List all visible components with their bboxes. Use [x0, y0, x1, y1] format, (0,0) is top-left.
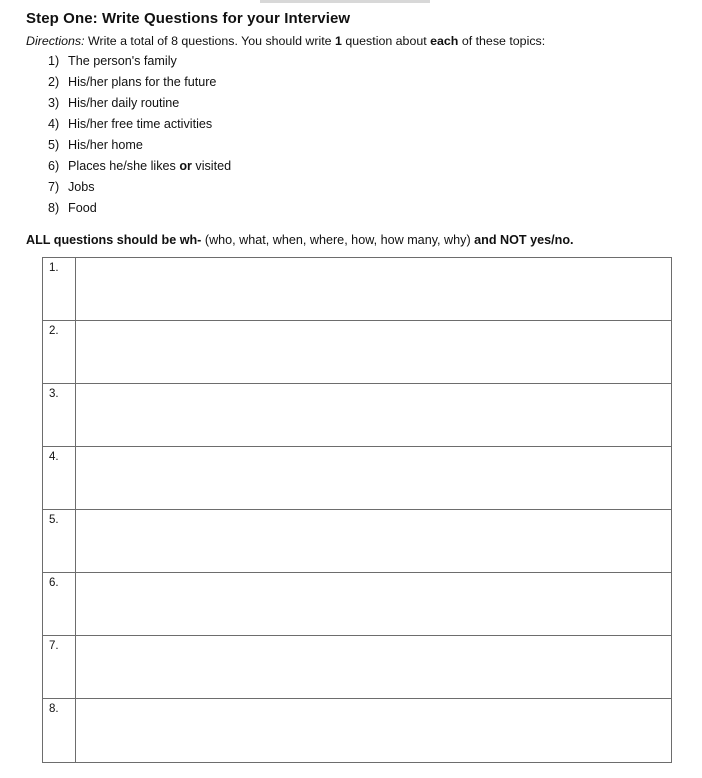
- question-row: [43, 447, 671, 510]
- question-number: 5.: [43, 510, 76, 572]
- question-number: 4.: [43, 447, 76, 509]
- question-answer-cell[interactable]: [76, 636, 671, 698]
- question-answer-cell[interactable]: [76, 510, 671, 572]
- question-answer-cell[interactable]: [76, 573, 671, 635]
- topic-text: His/her home: [68, 138, 143, 152]
- directions: [26, 34, 545, 48]
- topic-text: His/her plans for the future: [68, 75, 217, 89]
- question-answer-cell[interactable]: [76, 699, 671, 762]
- question-row: [43, 510, 671, 573]
- rule-bold-end: and NOT yes/no.: [474, 233, 574, 247]
- topic-text: Food: [68, 201, 97, 215]
- topic-item: [48, 114, 231, 135]
- topic-number: 3): [48, 96, 60, 110]
- topic-list: [48, 51, 231, 219]
- question-rule: [26, 233, 574, 247]
- directions-text: question about: [341, 34, 431, 48]
- page-title: Step One: Write Questions for your Interview: [26, 10, 351, 27]
- directions-each: each: [430, 34, 459, 48]
- topic-item: [48, 156, 231, 177]
- topic-number: 4): [48, 117, 60, 131]
- question-answer-cell[interactable]: [76, 321, 671, 383]
- question-answer-cell[interactable]: [76, 384, 671, 446]
- question-row: [43, 258, 671, 321]
- directions-label: Directions:: [26, 34, 85, 48]
- question-answer-cell[interactable]: [76, 447, 671, 509]
- topic-item: [48, 93, 231, 114]
- directions-text: of these topics:: [458, 34, 546, 48]
- topic-text: Jobs: [68, 180, 95, 194]
- question-number: 3.: [43, 384, 76, 446]
- questions-table: [42, 257, 672, 763]
- question-row: [43, 384, 671, 447]
- question-row: [43, 573, 671, 636]
- topic-item: [48, 135, 231, 156]
- question-number: 8.: [43, 699, 76, 762]
- rule-bold-start: ALL questions should be wh-: [26, 233, 202, 247]
- topic-number: 1): [48, 54, 60, 68]
- topic-number: 6): [48, 159, 60, 173]
- topic-text: The person's family: [68, 54, 177, 68]
- topic-text: Places he/she likes: [68, 159, 180, 173]
- directions-count: 1: [335, 34, 342, 48]
- topic-text: visited: [191, 159, 232, 173]
- topic-text: His/her free time activities: [68, 117, 213, 131]
- topic-item: [48, 198, 231, 219]
- question-number: 7.: [43, 636, 76, 698]
- topic-number: 8): [48, 201, 60, 215]
- topic-item: [48, 51, 231, 72]
- rule-text: (who, what, when, where, how, how many, why): [201, 233, 475, 247]
- question-row: [43, 321, 671, 384]
- topic-number: 2): [48, 75, 60, 89]
- topic-item: [48, 177, 231, 198]
- topic-emphasis: or: [179, 159, 192, 173]
- question-answer-cell[interactable]: [76, 258, 671, 320]
- question-row: [43, 699, 671, 762]
- directions-text: Write a total of 8 questions. You should write: [84, 34, 336, 48]
- question-number: 1.: [43, 258, 76, 320]
- topic-number: 5): [48, 138, 60, 152]
- question-row: [43, 636, 671, 699]
- topic-number: 7): [48, 180, 60, 194]
- question-number: 6.: [43, 573, 76, 635]
- cropped-header-remnant: [260, 0, 430, 3]
- topic-item: [48, 72, 231, 93]
- question-number: 2.: [43, 321, 76, 383]
- topic-text: His/her daily routine: [68, 96, 180, 110]
